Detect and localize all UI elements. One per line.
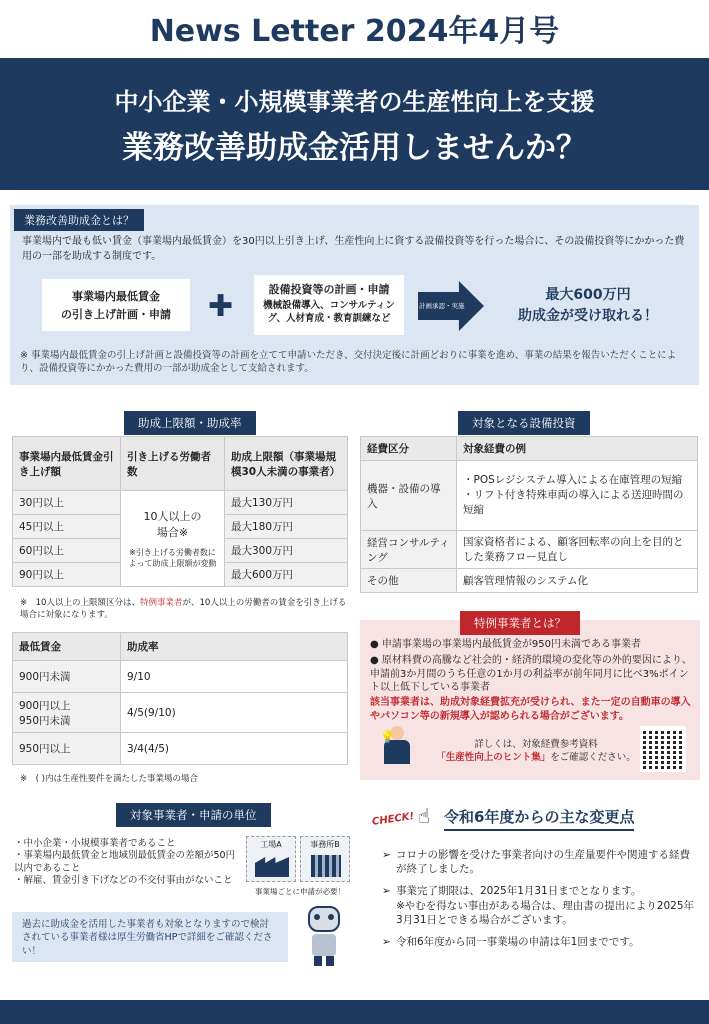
limits-note-red: 特例事業者: [139, 598, 183, 608]
limits-cap-3: 最大600万円: [225, 563, 348, 587]
plus-icon: ✚: [208, 289, 234, 324]
plan-box-equipment-title: 設備投資等の計画・申請: [268, 283, 390, 296]
limits-note-post: が、10人以上の労働者の賃金を引き上げる場合に対象になります。: [20, 598, 347, 620]
equipment-category-0: 機器・設備の導入: [361, 461, 457, 531]
hero-subtitle: 中小企業・小規模事業者の生産性向上を支援: [114, 88, 595, 116]
target-list: [14, 838, 242, 887]
rates-rate-2: 3/4(4/5): [121, 733, 348, 765]
special-highlight: 該当事業者は、助成対象経費拡充が受けられ、また一定の自動車の導入やパソコン等の新規導入が認められる場合がございます。: [370, 697, 691, 722]
building-b-label: 事務所B: [310, 840, 340, 849]
intro-text: 事業場内で最も低い賃金（事業場内最低賃金）を30円以上引き上げ、生産性向上に資する設備投資等を行った場合に、その設備投資等にかかった費用の一部を助成する制度です。: [22, 236, 685, 262]
rates-rate-1: 4/5(9/10): [121, 693, 348, 733]
robot-icon: [296, 906, 352, 968]
limits-note-pre: ※ 10人以上の上限額区分は、: [20, 598, 140, 608]
special-bullet-1: ● 申請事業場の事業場内最低賃金が950円未満である事業者: [370, 639, 641, 650]
limits-amount-3: 90円以上: [13, 563, 121, 587]
rates-table: [12, 632, 348, 765]
rates-wage-1: 900円以上 950円未満: [13, 693, 121, 733]
plan-box-wage: 事業場内最低賃金 の引き上げ計画・申請: [42, 279, 190, 331]
hero-headline: 業務改善助成金活用しませんか？: [122, 130, 587, 166]
intro-note: ※ 事業場内最低賃金の引上げ計画と設備投資等の計画を立てて申請いただき、交付決定後に計画どおりに事業を進め、事業の結果を報告いただくことにより、設備投資等にかかった費用の一部が助成金として支給されます。: [20, 350, 677, 375]
special-label: 特例事業者とは？: [460, 611, 580, 635]
equipment-header-category: 経費区分: [361, 437, 457, 461]
limits-workers-text: 10人以上の 場合※: [143, 510, 202, 540]
building-a: [246, 836, 296, 882]
limits-header-cap: 助成上限額（事業場規模30人未満の事業者）: [225, 437, 348, 491]
arrow-label: 計画承認・実施: [419, 302, 465, 310]
change-item-2: [382, 935, 698, 949]
target-item-2: ・解雇、賃金引き下げなどの不交付事由がないこと: [14, 875, 233, 887]
change-item-0-text: コロナの影響を受けた事業者向けの生産量要件や関連する経費が終了しました。: [396, 849, 690, 876]
changes-title: 令和6年度からの主な変更点: [444, 806, 634, 831]
building-caption: 事業場ごとに申請が必要！: [255, 887, 345, 896]
result-text: 最大600万円 助成金が受け取れる！: [518, 287, 658, 324]
rates-wage-0: 900円未満: [13, 661, 121, 693]
change-item-1: [382, 884, 698, 927]
footer-bar: [0, 1000, 709, 1024]
plan-box-equipment-sub: 機械設備導入、コンサルティング、人材育成・教育訓練など: [263, 300, 395, 324]
rates-header-rate: 助成率: [121, 633, 348, 661]
special-section: [360, 616, 700, 780]
special-detail-pre: 詳しくは、対象経費参考資料: [474, 739, 598, 750]
hero-banner: [0, 58, 709, 190]
special-detail: [436, 738, 636, 765]
target-bubble: 過去に助成金を活用した事業者も対象となりますので検討されている事業者様は厚生労働省HPで詳細をご確認ください！: [12, 912, 288, 962]
equipment-example-1: 国家資格者による、顧客回転率の向上を目的とした業務フロー見直し: [457, 531, 698, 569]
plan-box-equipment: [254, 275, 404, 335]
limits-amount-2: 60円以上: [13, 539, 121, 563]
limits-header-workers: 引き上げる労働者数: [121, 437, 225, 491]
limits-header-amount: 事業場内最低賃金引き上げ額: [13, 437, 121, 491]
equipment-example-0: ・POSレジシステム導入による在庫管理の短縮 ・リフト付き特殊車両の導入による送迎時間の短縮: [457, 461, 698, 531]
target-item-0: ・中小企業・小規模事業者であること: [14, 838, 176, 849]
limits-workers-note: ※引き上げる労働者数によって助成上限額が変動: [128, 548, 217, 568]
factory-icon: [255, 857, 289, 877]
target-item-2-text: 解雇、賃金引き下げなどの不交付事由がないこと: [23, 875, 233, 887]
target-item-1-text: 事業場内最低賃金と地域別最低賃金の差額が50円以内であること: [14, 850, 236, 874]
change-item-0: [382, 848, 698, 876]
person-icon: 💡: [380, 726, 414, 774]
equipment-table: [360, 436, 698, 593]
change-item-2-text: 令和6年度から同一事業場の申請は年1回までです。: [396, 935, 640, 948]
equipment-category-2: その他: [361, 569, 457, 593]
building-b: [300, 836, 350, 882]
equipment-header-example: 対象経費の例: [457, 437, 698, 461]
special-detail-link[interactable]: 「生産性向上のヒント集」: [436, 752, 551, 764]
limits-table: [12, 436, 348, 587]
limits-amount-1: 45円以上: [13, 515, 121, 539]
equipment-category-1: 経営コンサルティング: [361, 531, 457, 569]
target-label: 対象事業者・申請の単位: [116, 803, 271, 827]
special-bullet-2-text: 原材料費の高騰など社会的・経済的環境の変化等の外的要因により、申請前3か月間のうち任意の1か月の利益率が前年同月に比べ3%ポイント以上低下している事業者: [370, 655, 692, 693]
special-bullet-1-text: 申請事業場の事業場内最低賃金が950円未満である事業者: [381, 639, 641, 650]
limits-workers: [121, 491, 225, 587]
limits-label: 助成上限額・助成率: [124, 411, 256, 435]
change-item-1-text: 事業完了期限は、2025年1月31日までとなります。 ※やむを得ない事由がある場合は、理由書の提出により2025年3月31日とできる場合がございます。: [396, 885, 695, 926]
equipment-label: 対象となる設備投資: [458, 411, 590, 435]
building-a-label: 工場A: [260, 840, 282, 849]
special-detail-post: をご確認ください。: [550, 752, 636, 764]
limits-cap-0: 最大130万円: [225, 491, 348, 515]
target-item-1: ・事業場内最低賃金と地域別最低賃金の差額が50円以内であること: [14, 850, 236, 874]
target-item-0-text: 中小企業・小規模事業者であること: [23, 838, 176, 849]
office-icon: [311, 855, 341, 877]
changes-list: [382, 848, 698, 949]
hand-icon: ☝: [418, 804, 431, 828]
rates-note: ※ ( )内は生産性要件を満たした事業場の場合: [20, 774, 198, 784]
change-bullet-icon: ➢: [382, 885, 391, 898]
limits-cap-2: 最大300万円: [225, 539, 348, 563]
rates-rate-0: 9/10: [121, 661, 348, 693]
intro-label: 業務改善助成金とは？: [14, 209, 144, 231]
newsletter-title: News Letter 2024年4月号: [149, 14, 560, 49]
rates-header-wage: 最低賃金: [13, 633, 121, 661]
limits-note: [20, 598, 350, 622]
equipment-example-2: 顧客管理情報のシステム化: [457, 569, 698, 593]
qr-code-icon[interactable]: [640, 726, 686, 772]
limits-amount-0: 30円以上: [13, 491, 121, 515]
special-bullet-2: ● 原材料費の高騰など社会的・経済的環境の変化等の外的要因により、申請前3か月間のうち任意の1か月の利益率が前年同月に比べ3%ポイント以上低下している事業者: [370, 655, 692, 693]
change-bullet-icon: ➢: [382, 849, 391, 861]
rates-wage-2: 950円以上: [13, 733, 121, 765]
change-bullet-icon: ➢: [382, 935, 391, 948]
intro-section: [10, 205, 699, 385]
check-badge: CHECK!: [371, 811, 415, 828]
limits-cap-1: 最大180万円: [225, 515, 348, 539]
